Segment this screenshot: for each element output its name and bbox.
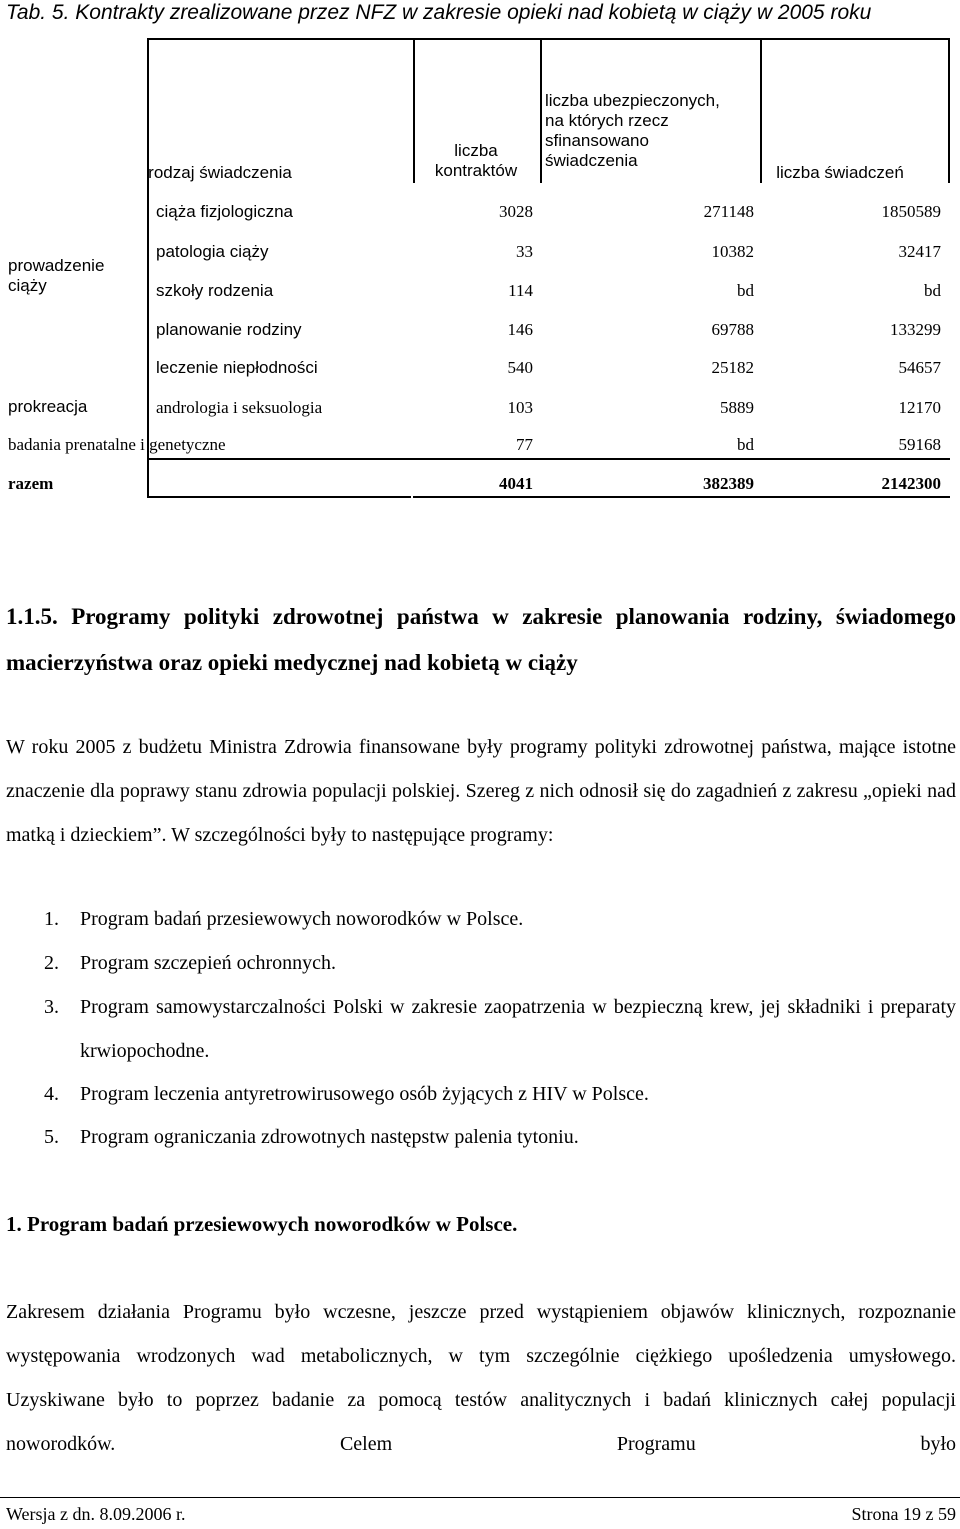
total-label: razem bbox=[8, 474, 54, 493]
table-line bbox=[147, 496, 411, 498]
header-service-type: rodzaj świadczenia bbox=[148, 163, 292, 182]
table-total-row bbox=[0, 474, 960, 496]
row-contracts: 103 bbox=[507, 398, 533, 417]
row-services: 12170 bbox=[898, 398, 941, 417]
total-contracts: 4041 bbox=[499, 474, 533, 493]
row-services: 133299 bbox=[890, 320, 941, 339]
row-contracts: 3028 bbox=[499, 202, 533, 221]
list-number: 5. bbox=[44, 1126, 59, 1148]
table-line bbox=[948, 38, 950, 183]
list-number: 1. bbox=[44, 908, 59, 930]
list-text: Program badań przesiewowych noworodków w Polsce. bbox=[80, 908, 524, 930]
row-insured: 69788 bbox=[711, 320, 754, 339]
list-text: Program szczepień ochronnych. bbox=[80, 952, 337, 974]
table-row bbox=[0, 281, 960, 303]
row-contracts: 146 bbox=[507, 320, 533, 339]
footer-rule bbox=[0, 1497, 960, 1498]
row-insured: 5889 bbox=[720, 398, 754, 417]
program-subheading: 1. Program badań przesiewowych noworodków w Polsce. bbox=[6, 1212, 518, 1236]
row-services: 32417 bbox=[898, 242, 941, 261]
table-row bbox=[0, 398, 960, 420]
row-services: 1850589 bbox=[881, 202, 941, 221]
header-insured bbox=[545, 91, 720, 171]
header-services: liczba świadczeń bbox=[776, 163, 904, 182]
list-number: 2. bbox=[44, 952, 59, 974]
header-insured-line: świadczenia bbox=[545, 151, 638, 170]
table-line bbox=[147, 38, 149, 498]
table-line bbox=[413, 496, 950, 498]
row-label: szkoły rodzenia bbox=[156, 281, 274, 300]
table-caption: Tab. 5. Kontrakty zrealizowane przez NFZ w zakresie opieki nad kobietą w ciąży w 2005 roku bbox=[6, 1, 872, 24]
header-insured-line: sfinansowano bbox=[545, 131, 649, 150]
list-text: Program leczenia antyretrowirusowego osób żyjących z HIV w Polsce. bbox=[80, 1083, 649, 1105]
table-line bbox=[147, 458, 950, 460]
table-line bbox=[540, 38, 542, 183]
row-insured: bd bbox=[737, 281, 754, 300]
row-insured: 25182 bbox=[711, 358, 754, 377]
row-label: planowanie rodziny bbox=[156, 320, 302, 339]
section-heading: 1.1.5. Programy polityki zdrowotnej państwa w zakresie planowania rodziny, świadomego macierzyństwa oraz opieki medycznej nad kobietą w ciąży bbox=[6, 604, 956, 675]
list-number: 3. bbox=[44, 996, 59, 1018]
table-row bbox=[0, 202, 960, 224]
row-contracts: 33 bbox=[516, 242, 533, 261]
header-insured-line: liczba ubezpieczonych, bbox=[545, 91, 720, 110]
row-label: badania prenatalne i genetyczne bbox=[8, 435, 226, 454]
footer-version: Wersja z dn. 8.09.2006 r. bbox=[6, 1504, 186, 1524]
list-number: 4. bbox=[44, 1083, 59, 1105]
table-row bbox=[0, 435, 960, 457]
header-insured-line: na których rzecz bbox=[545, 111, 669, 130]
header-contracts bbox=[420, 141, 532, 181]
list-text: Program ograniczania zdrowotnych następstw palenia tytoniu. bbox=[80, 1126, 579, 1148]
table-row bbox=[0, 242, 960, 264]
row-contracts: 77 bbox=[516, 435, 533, 454]
table-row bbox=[0, 320, 960, 342]
row-insured: 10382 bbox=[711, 242, 754, 261]
row-label: patologia ciąży bbox=[156, 242, 269, 261]
row-services: 54657 bbox=[898, 358, 941, 377]
row-services: 59168 bbox=[898, 435, 941, 454]
table-line bbox=[413, 38, 415, 183]
footer-page-number: Strona 19 z 59 bbox=[851, 1504, 956, 1524]
contracts-table bbox=[0, 38, 960, 498]
row-contracts: 540 bbox=[507, 358, 533, 377]
table-row bbox=[0, 358, 960, 380]
row-label: leczenie niepłodności bbox=[156, 358, 318, 377]
group-label-line: ciąży bbox=[8, 276, 47, 295]
intro-paragraph: W roku 2005 z budżetu Ministra Zdrowia finansowane były programy polityki zdrowotnej państwa, mające istotne znaczenie dla poprawy stanu zdrowia populacji polskiej. Szereg z nich odnosił się do zagadnień z zakresu „opieki nad matką i dzieckiem”. W szczególności były to następujące programy: bbox=[6, 736, 956, 846]
group-label-line: prowadzenie bbox=[8, 256, 105, 275]
list-text: Program samowystarczalności Polski w zakresie zaopatrzenia w bezpieczną krew, jej składniki i preparaty krwiopochodne. bbox=[80, 996, 956, 1062]
row-contracts: 114 bbox=[508, 281, 533, 300]
group-procreation: prokreacja bbox=[8, 397, 88, 416]
body-paragraph: Zakresem działania Programu było wczesne, jeszcze przed wystąpieniem objawów klinicznych, rozpoznanie występowania wrodzonych wad metabolicznych, w tym szczególnie ciężkiego upośledzenia umysłowego. Uzyskiwane było to poprzez badanie za pomocą testów analitycznych i badań klinicznych całej populacji noworodków. Celem Programu było bbox=[6, 1301, 956, 1455]
row-insured: 271148 bbox=[703, 202, 754, 221]
row-label: andrologia i seksuologia bbox=[156, 398, 323, 417]
table-line bbox=[760, 38, 762, 183]
header-contracts-line: liczba bbox=[454, 141, 498, 160]
total-insured: 382389 bbox=[703, 474, 754, 493]
header-contracts-line: kontraktów bbox=[434, 161, 518, 180]
total-services: 2142300 bbox=[881, 474, 941, 493]
table-line bbox=[147, 38, 950, 40]
row-insured: bd bbox=[737, 435, 754, 454]
row-services: bd bbox=[924, 281, 941, 300]
row-label: ciąża fizjologiczna bbox=[156, 202, 294, 221]
